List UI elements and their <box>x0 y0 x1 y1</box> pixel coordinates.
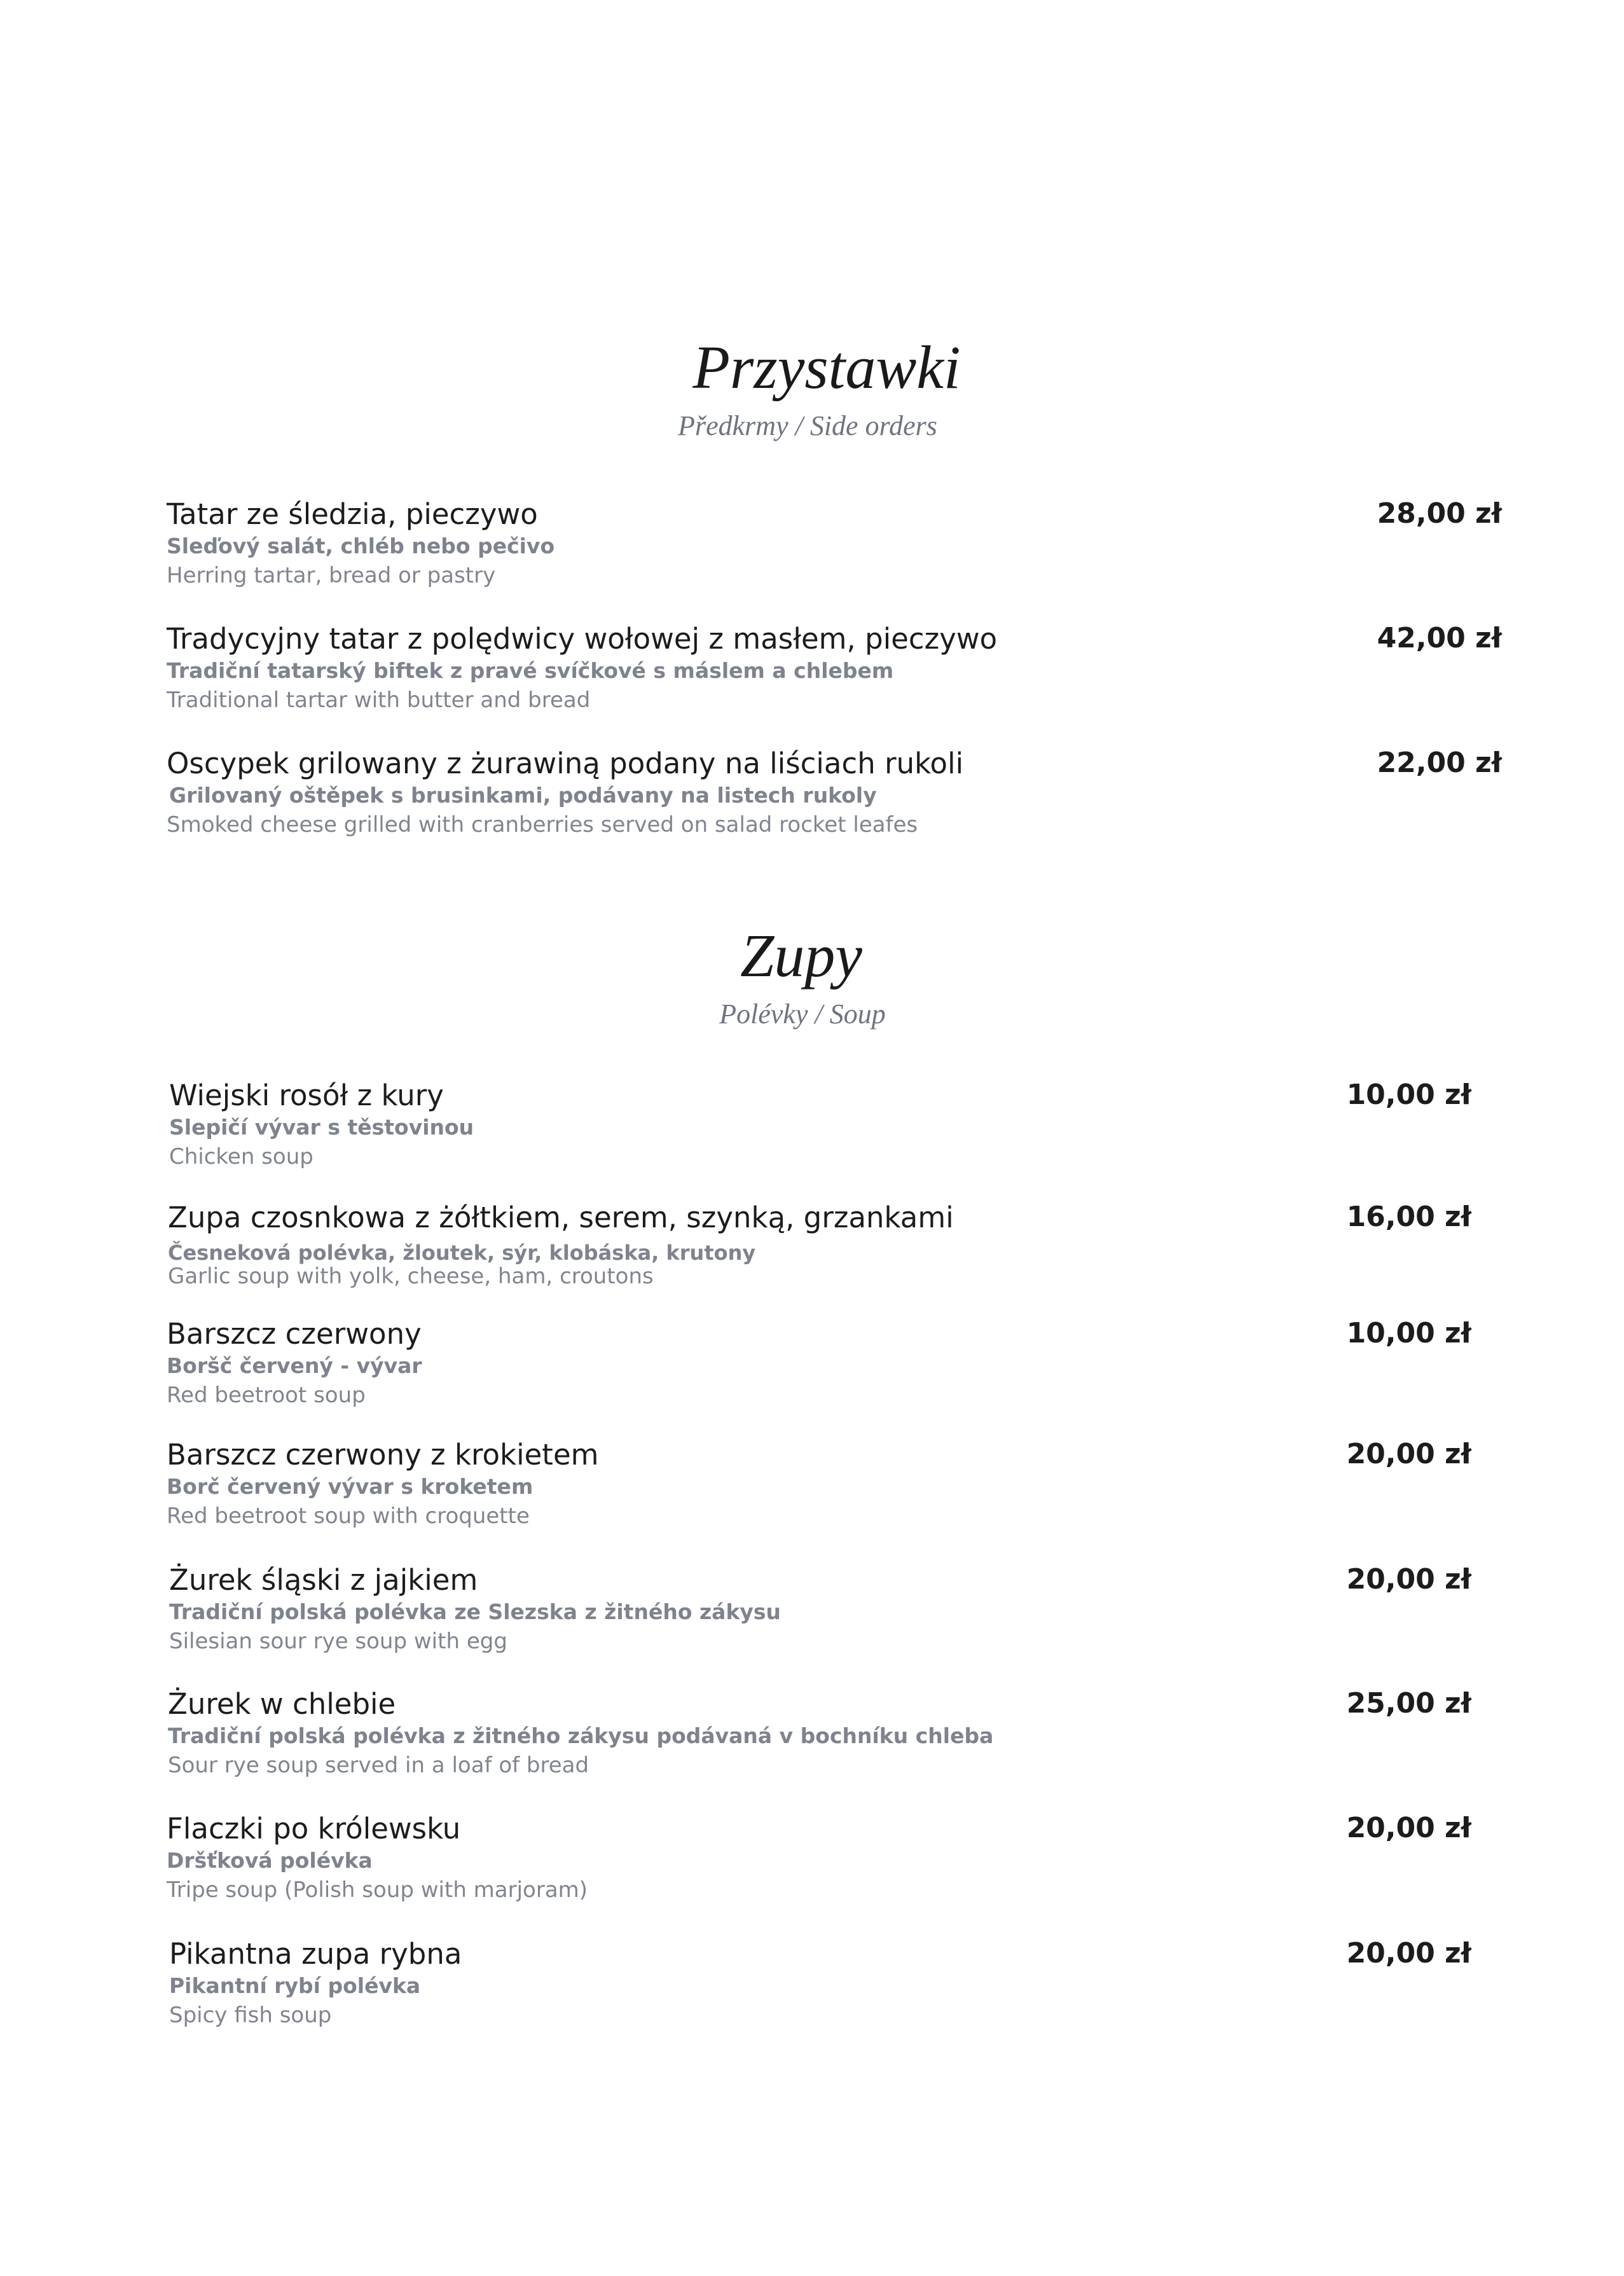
section-title-zupy: Zupy <box>740 921 862 990</box>
item-price: 20,00 zł <box>1346 1812 1471 1844</box>
item-price: 20,00 zł <box>1346 1438 1471 1470</box>
item-description-en: Tripe soup (Polish soup with marjoram) <box>167 1877 588 1903</box>
item-description-cz: Dršťková polévka <box>167 1848 373 1873</box>
item-price: 10,00 zł <box>1346 1317 1471 1349</box>
item-description-en: Herring tartar, bread or pastry <box>167 563 496 588</box>
item-description-en: Garlic soup with yolk, cheese, ham, croutons <box>168 1264 654 1289</box>
item-name: Barszcz czerwony z krokietem <box>167 1438 599 1472</box>
item-name: Barszcz czerwony <box>167 1317 422 1351</box>
item-price: 28,00 zł <box>1377 497 1502 530</box>
item-price: 20,00 zł <box>1346 1937 1471 1969</box>
item-description-en: Sour rye soup served in a loaf of bread <box>168 1753 589 1778</box>
item-name: Żurek w chlebie <box>168 1687 396 1721</box>
item-description-en: Spicy fish soup <box>169 2003 332 2028</box>
section-subtitle-przystawki: Předkrmy / Side orders <box>678 410 937 441</box>
item-name: Żurek śląski z jajkiem <box>169 1563 478 1597</box>
item-description-cz: Grilovaný oštěpek s brusinkami, podávany na listech rukoly <box>169 783 877 808</box>
item-description-en: Silesian sour rye soup with egg <box>169 1629 507 1654</box>
item-description-cz: Tradiční tatarský biftek z pravé svíčkové s máslem a chlebem <box>167 658 894 683</box>
item-price: 16,00 zł <box>1346 1201 1471 1233</box>
item-description-cz: Pikantní rybí polévka <box>169 1973 421 1998</box>
item-price: 22,00 zł <box>1377 747 1502 779</box>
item-description-cz: Tradiční polská polévka z žitného zákysu podávaná v bochníku chleba <box>168 1723 994 1748</box>
item-description-cz: Tradiční polská polévka ze Slezska z žitného zákysu <box>169 1599 781 1624</box>
item-description-cz: Sleďový salát, chléb nebo pečivo <box>167 534 555 558</box>
item-name: Tatar ze śledzia, pieczywo <box>167 497 538 531</box>
item-name: Oscypek grilowany z żurawiną podany na liściach rukoli <box>167 747 964 780</box>
item-description-cz: Česneková polévka, žloutek, sýr, klobáska, krutony <box>168 1241 756 1265</box>
item-description-en: Red beetroot soup with croquette <box>167 1503 530 1529</box>
section-title-przystawki: Przystawki <box>692 333 961 401</box>
item-price: 10,00 zł <box>1346 1079 1471 1111</box>
item-name: Pikantna zupa rybna <box>169 1937 462 1971</box>
item-name: Zupa czosnkowa z żółtkiem, serem, szynką, grzankami <box>168 1201 954 1234</box>
item-description-en: Smoked cheese grilled with cranberries served on salad rocket leafes <box>167 812 918 838</box>
item-description-en: Chicken soup <box>169 1144 313 1169</box>
section-subtitle-zupy: Polévky / Soup <box>719 998 886 1030</box>
item-price: 42,00 zł <box>1377 622 1502 654</box>
item-name: Flaczki po królewsku <box>167 1812 461 1845</box>
item-description-cz: Borč červený vývar s kroketem <box>167 1474 533 1499</box>
item-name: Tradycyjny tatar z polędwicy wołowej z masłem, pieczywo <box>167 622 998 656</box>
item-description-en: Traditional tartar with butter and bread <box>167 687 591 713</box>
item-description-cz: Slepičí vývar s těstovinou <box>169 1115 474 1140</box>
item-description-en: Red beetroot soup <box>167 1383 366 1408</box>
item-name: Wiejski rosół z kury <box>169 1079 444 1112</box>
item-price: 25,00 zł <box>1346 1687 1471 1720</box>
item-description-cz: Boršč červený - vývar <box>167 1353 422 1378</box>
item-price: 20,00 zł <box>1346 1563 1471 1596</box>
